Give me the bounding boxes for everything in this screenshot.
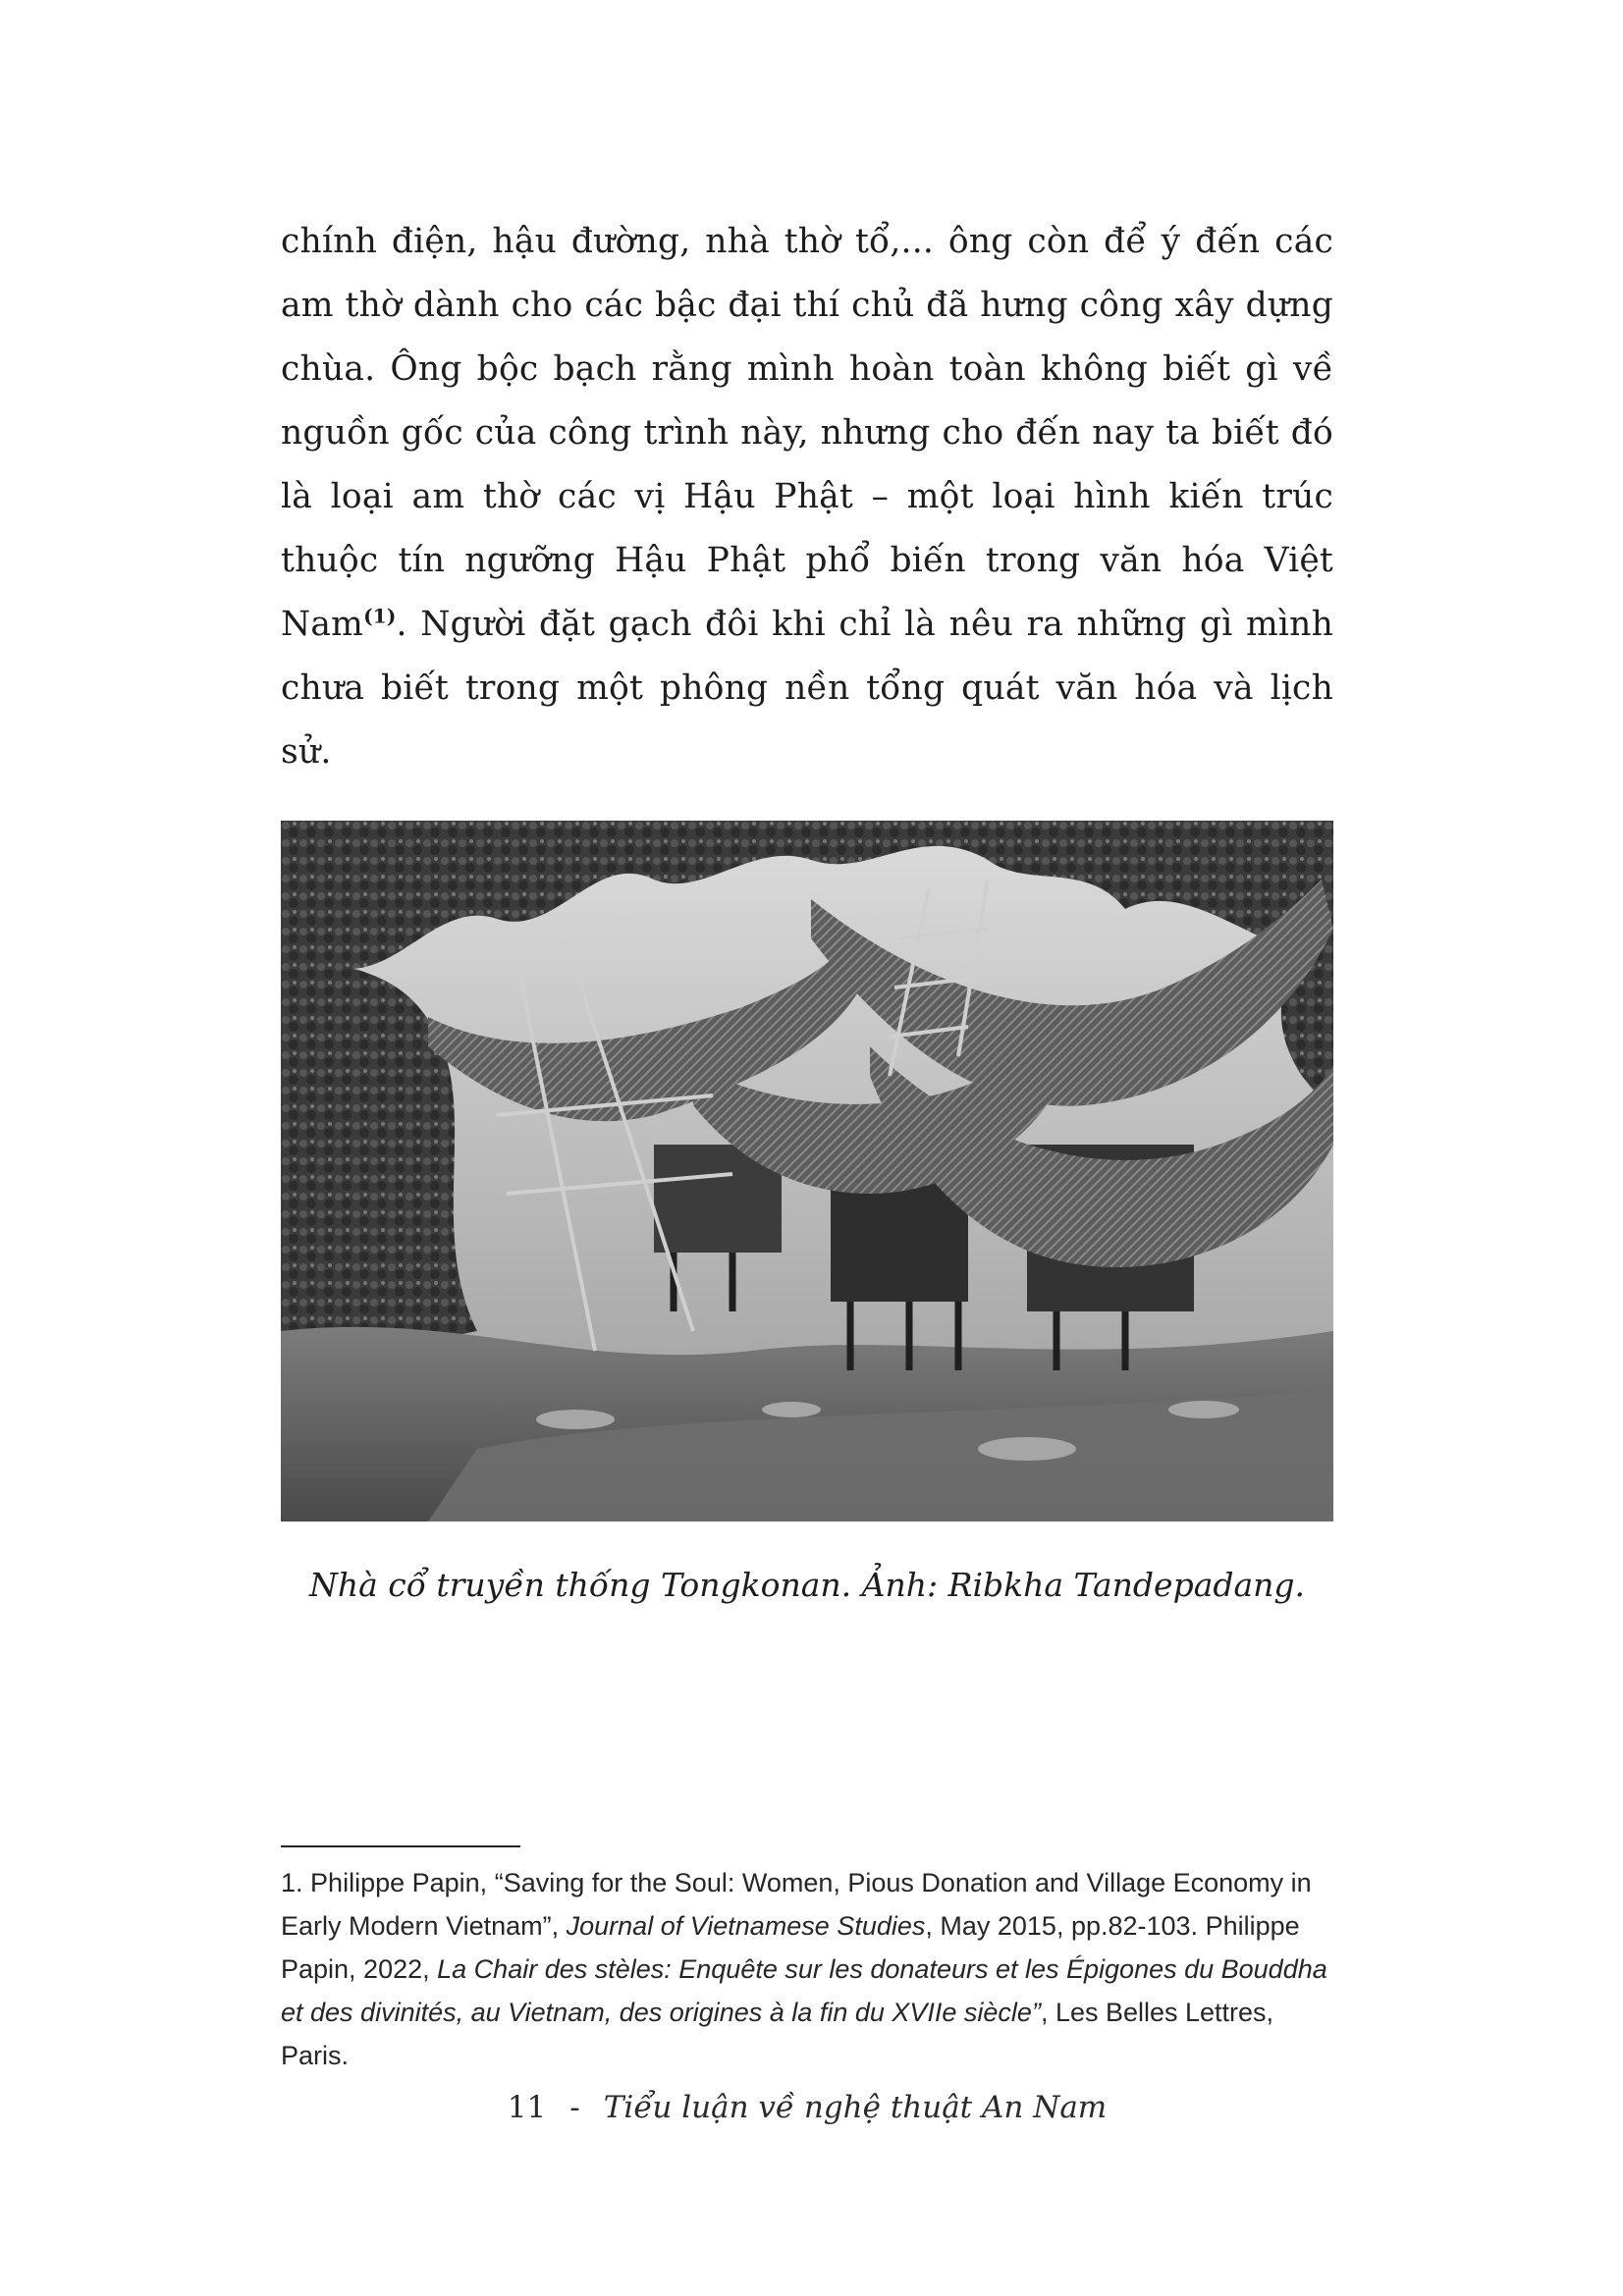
page-number: 11 (507, 2090, 547, 2125)
tongkonan-photo (281, 821, 1333, 1522)
footer-separator: - (569, 2090, 580, 2125)
footnote-divider (281, 1845, 520, 1847)
footnote-article: “Saving for the Soul: Women, Pious Donation and Village Economy in Early Modern Vietnam”, (281, 1868, 1312, 1941)
body-text-part1: chính điện, hậu đường, nhà thờ tổ,... ông còn để ý đến các am thờ dành cho các bậc đại thí chủ đã hưng công xây dựng chùa. Ông bộc bạch rằng mình hoàn toàn không biết gì về nguồn gốc của công trình này, nhưng cho đến nay ta biết đó là loại am thờ các vị Hậu Phật – một loại hình kiến trúc thuộc tín ngưỡng Hậu Phật phổ biến trong văn hóa Việt Nam (281, 222, 1333, 644)
footnote-reference[interactable]: (1) (363, 604, 397, 628)
footnote-journal-details: , May 2015, pp.82-103. (925, 1911, 1199, 1941)
footnote-number: 1. (281, 1868, 303, 1897)
page-footer (281, 2083, 1333, 2132)
footnote-author-1: Philippe Papin, (310, 1868, 488, 1897)
body-text-part2: . Người đặt gạch đôi khi chỉ là nêu ra những gì mình chưa biết trong một phông nền tổng quát văn hóa và lịch sử. (281, 605, 1333, 772)
footnote-publisher: , Les Belles Lettres, Paris. (281, 1998, 1274, 2070)
figure-caption: Nhà cổ truyền thống Tongkonan. Ảnh: Ribkha Tandepadang. (308, 1566, 1306, 1604)
body-paragraph (281, 210, 1333, 784)
footnote (281, 1861, 1333, 2077)
book-title: Tiểu luận về nghệ thuật An Nam (603, 2090, 1108, 2125)
footnote-journal: Journal of Vietnamese Studies (566, 1911, 926, 1941)
footnote-book: La Chair des stèles: Enquête sur les donateurs et les Épigones du Bouddha et des divinités, au Vietnam, des origines à la fin du XVIIe siècle” (281, 1954, 1327, 2027)
footnote-author-2: Philippe Papin, 2022, (281, 1911, 1300, 1984)
